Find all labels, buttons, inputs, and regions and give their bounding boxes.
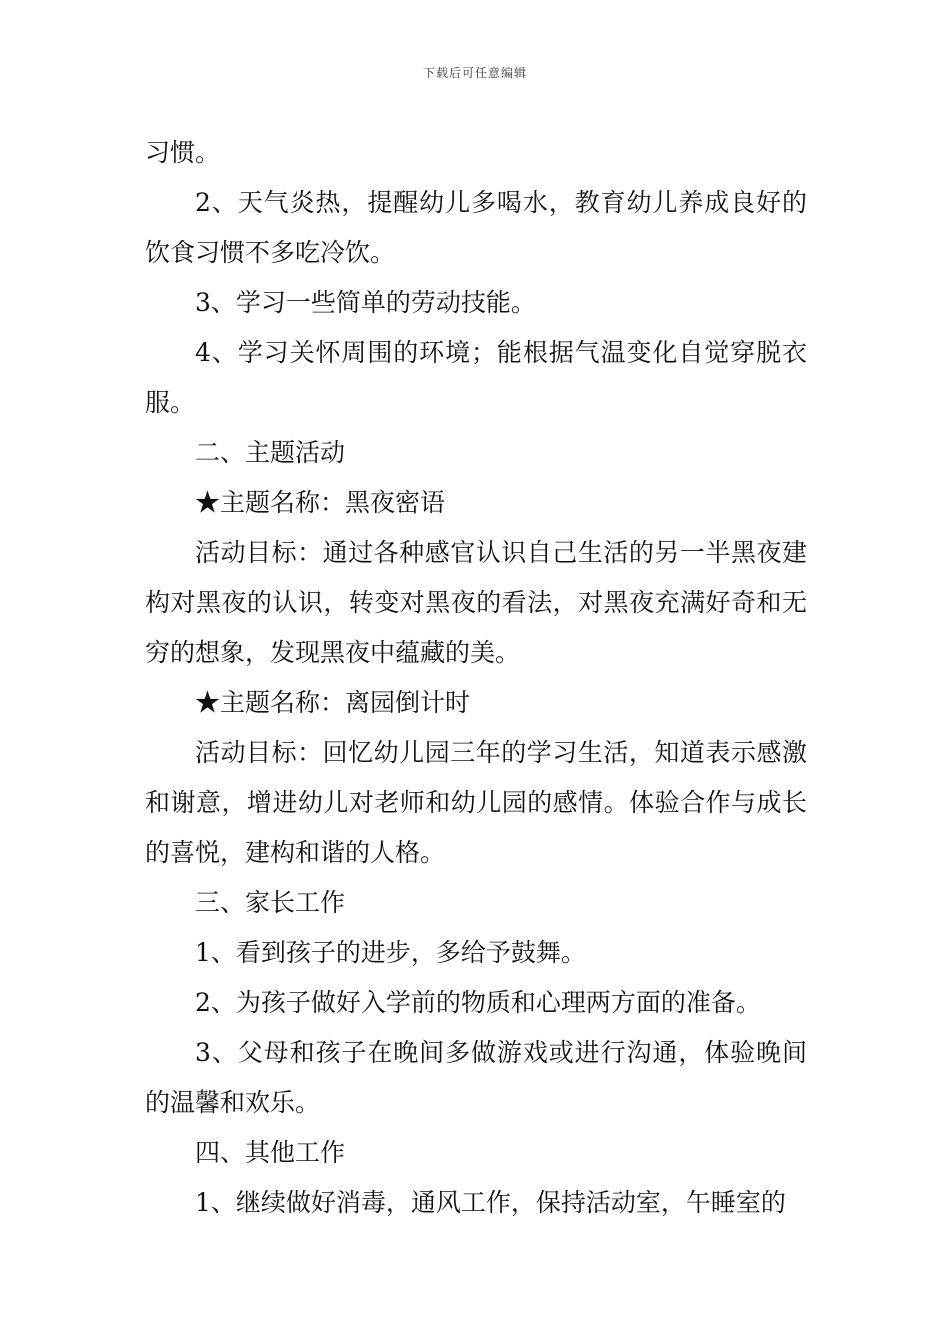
section-heading-theme-activities: 二、主题活动 bbox=[195, 438, 346, 467]
paragraph-item-4-environment: 4、学习关怀周围的环境；能根据气温变化自觉穿脱衣服。 bbox=[145, 338, 807, 417]
parent-item-3: 3、父母和孩子在晚间多做游戏或进行沟通，体验晚间的温馨和欢乐。 bbox=[145, 1038, 807, 1117]
paragraph-continuation: 习惯。 bbox=[145, 138, 221, 167]
parent-item-2: 2、为孩子做好入学前的物质和心理两方面的准备。 bbox=[195, 988, 761, 1017]
other-item-1: 1、继续做好消毒，通风工作，保持活动室，午睡室的 bbox=[195, 1188, 786, 1217]
theme-title-night-whisper: ★主题名称：黑夜密语 bbox=[195, 488, 446, 517]
theme-goal-countdown: 活动目标：回忆幼儿园三年的学习生活，知道表示感激和谢意，增进幼儿对老师和幼儿园的感情。体验合作与成长的喜悦，建构和谐的人格。 bbox=[145, 738, 807, 867]
paragraph-item-2-hydration: 2、天气炎热，提醒幼儿多喝水，教育幼儿养成良好的饮食习惯不多吃冷饮。 bbox=[145, 188, 807, 267]
section-heading-parent-work: 三、家长工作 bbox=[195, 888, 346, 917]
paragraph-item-3-labor-skills: 3、学习一些简单的劳动技能。 bbox=[195, 288, 536, 317]
section-heading-other-work: 四、其他工作 bbox=[195, 1138, 346, 1167]
theme-goal-night-whisper: 活动目标：通过各种感官认识自己生活的另一半黑夜建构对黑夜的认识，转变对黑夜的看法，对黑夜充满好奇和无穷的想象，发现黑夜中蕴藏的美。 bbox=[145, 538, 807, 667]
page-header-note: 下载后可任意编辑 bbox=[422, 66, 527, 80]
theme-title-countdown: ★主题名称：离园倒计时 bbox=[195, 688, 471, 717]
document-body bbox=[145, 128, 807, 1228]
parent-item-1: 1、看到孩子的进步，多给予鼓舞。 bbox=[195, 938, 586, 967]
